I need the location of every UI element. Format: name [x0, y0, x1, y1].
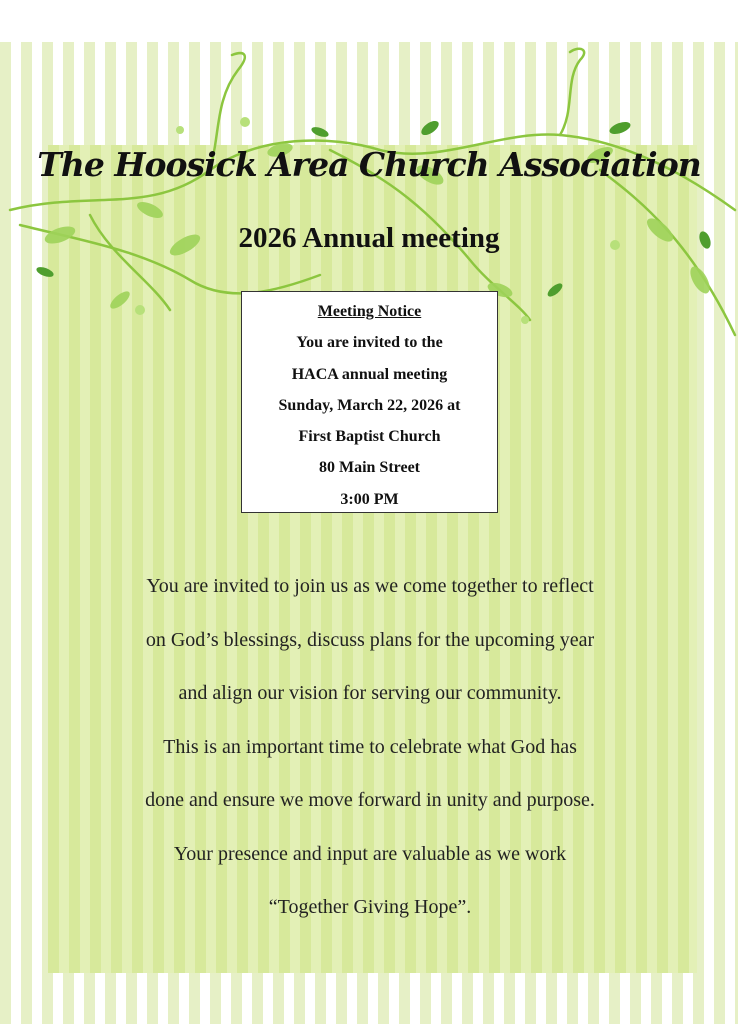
body-line: “Together Giving Hope”.: [268, 896, 472, 918]
body-line: and align our vision for serving our community.: [178, 682, 562, 704]
invitation-body: [60, 560, 680, 935]
notice-heading: Meeting Notice: [317, 303, 422, 320]
page-subtitle: 2026 Annual meeting: [238, 222, 500, 254]
body-line: This is an important time to celebrate what God has: [163, 735, 577, 758]
body-line: on God’s blessings, discuss plans for the upcoming year: [145, 628, 595, 651]
notice-line: First Baptist Church: [298, 428, 441, 446]
notice-line: You are invited to the: [296, 334, 443, 352]
body-line: You are invited to join us as we come together to reflect: [146, 575, 594, 597]
body-line: Your presence and input are valuable as we work: [173, 842, 567, 865]
body-line: done and ensure we move forward in unity and purpose.: [145, 789, 595, 811]
notice-line: 80 Main Street: [318, 459, 420, 477]
notice-line: 3:00 PM: [340, 490, 399, 508]
notice-line: HACA annual meeting: [291, 365, 448, 383]
page-title: The Hoosick Area Church Association: [37, 145, 701, 184]
meeting-notice-box: [241, 291, 498, 513]
notice-line: Sunday, March 22, 2026 at: [278, 396, 461, 414]
